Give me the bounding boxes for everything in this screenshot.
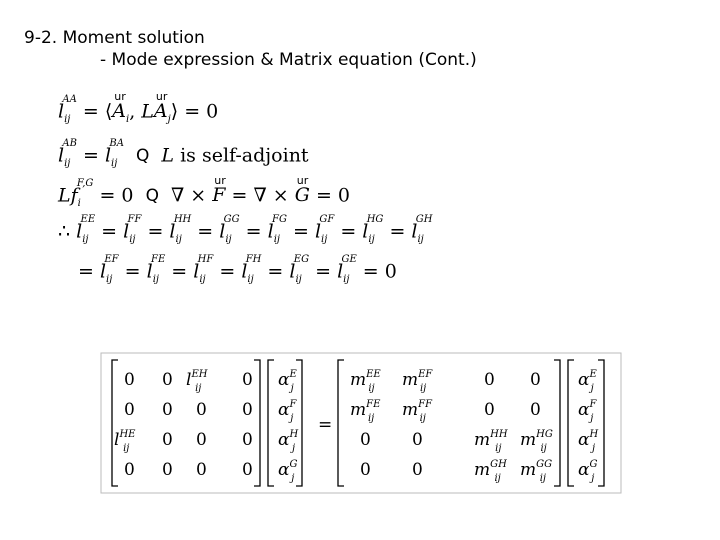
rhs-matrix-cell: $m^{GH}$ ij [474,459,507,484]
rhs-vector-cell: $\alpha^F$ j [578,399,597,424]
lhs-matrix-cell: $l^{HE}$ ij [114,429,136,454]
equation-1: $l_{ij}^{AA}$ = ⟨ur $A_i$, Lur $A_j⟩ = 0$ [58,96,218,132]
lhs-matrix-cell: 0 [162,400,173,420]
rhs-matrix-cell: $m^{HG}$ ij [520,429,553,454]
rhs-vector-cell: $\alpha^E$ j [578,369,597,394]
lhs-matrix-cell: 0 [242,400,253,420]
rhs-matrix-cell: 0 [412,460,423,480]
equation-5: = $l_{ij}^{EF} = l_{ij}^{FE} = l_{ij}^{HF} = l_{ij}^{FH} = l_{ij}^{EG} = l_{ij}^{GE} = 0$ [78,254,397,286]
lhs-matrix-cell: 0 [162,370,173,390]
equation-3: $Lf_i^{F,G} = 0$ Q ∇ × ur F = ∇ × ur G = 0 [58,180,350,216]
lhs-vector-cell: $\alpha^H$ j [278,429,299,454]
lhs-matrix-cell: 0 [162,460,173,480]
lhs-matrix-cell: $l^{EH}$ ij [186,369,208,394]
rhs-matrix-cell: $m^{GG}$ ij [520,459,553,484]
rhs-matrix-cell: $m^{HH}$ ij [474,429,508,454]
equals-sign: = [318,415,333,435]
equation-2: $l_{ij}^{AB} = l_{ij}^{BA}$ Q L is self-adjoint [58,138,309,170]
rhs-matrix-cell: 0 [360,460,371,480]
matrix-equation [100,352,622,494]
lhs-matrix-cell: 0 [196,460,207,480]
lhs-matrix-cell: 0 [242,370,253,390]
rhs-matrix-cell: 0 [412,430,423,450]
lhs-vector-cell: $\alpha^G$ j [278,459,298,484]
lhs-matrix-cell: 0 [162,430,173,450]
because-symbol: Q [135,146,150,167]
rhs-vector-cell: $\alpha^G$ j [578,459,598,484]
rhs-matrix-cell: 0 [530,370,541,390]
rhs-matrix-cell: 0 [484,400,495,420]
lhs-matrix-cell: 0 [196,400,207,420]
lhs-matrix-cell: 0 [124,370,135,390]
slide-title: 9-2. Moment solution [24,28,205,48]
lhs-matrix-cell: 0 [124,400,135,420]
rhs-matrix-cell: $m^{EF}$ ij [402,369,433,394]
slide-subtitle: - Mode expression & Matrix equation (Cont.) [100,50,477,70]
rhs-matrix-cell: 0 [530,400,541,420]
lhs-vector-cell: $\alpha^F$ j [278,399,297,424]
rhs-matrix-cell: 0 [360,430,371,450]
rhs-matrix-cell: $m^{EE}$ ij [350,369,381,394]
rhs-matrix-cell: 0 [484,370,495,390]
rhs-vector-cell: $\alpha^H$ j [578,429,599,454]
lhs-matrix-cell: 0 [242,430,253,450]
lhs-vector-cell: $\alpha^E$ j [278,369,297,394]
rhs-matrix-cell: $m^{FF}$ ij [402,399,433,424]
rhs-matrix-cell: $m^{FE}$ ij [350,399,381,424]
lhs-matrix-cell: 0 [196,430,207,450]
lhs-matrix-cell: 0 [124,460,135,480]
because-symbol: Q [145,186,159,207]
lhs-matrix-cell: 0 [242,460,253,480]
equation-4: ∴ $l_{ij}^{EE} = l_{ij}^{FF} = l_{ij}^{HH} = l_{ij}^{GG} = l_{ij}^{FG} = l_{ij}^{GF} = l_{ij}^{HG} = l_{ij}^{GH}$ [58,214,433,246]
